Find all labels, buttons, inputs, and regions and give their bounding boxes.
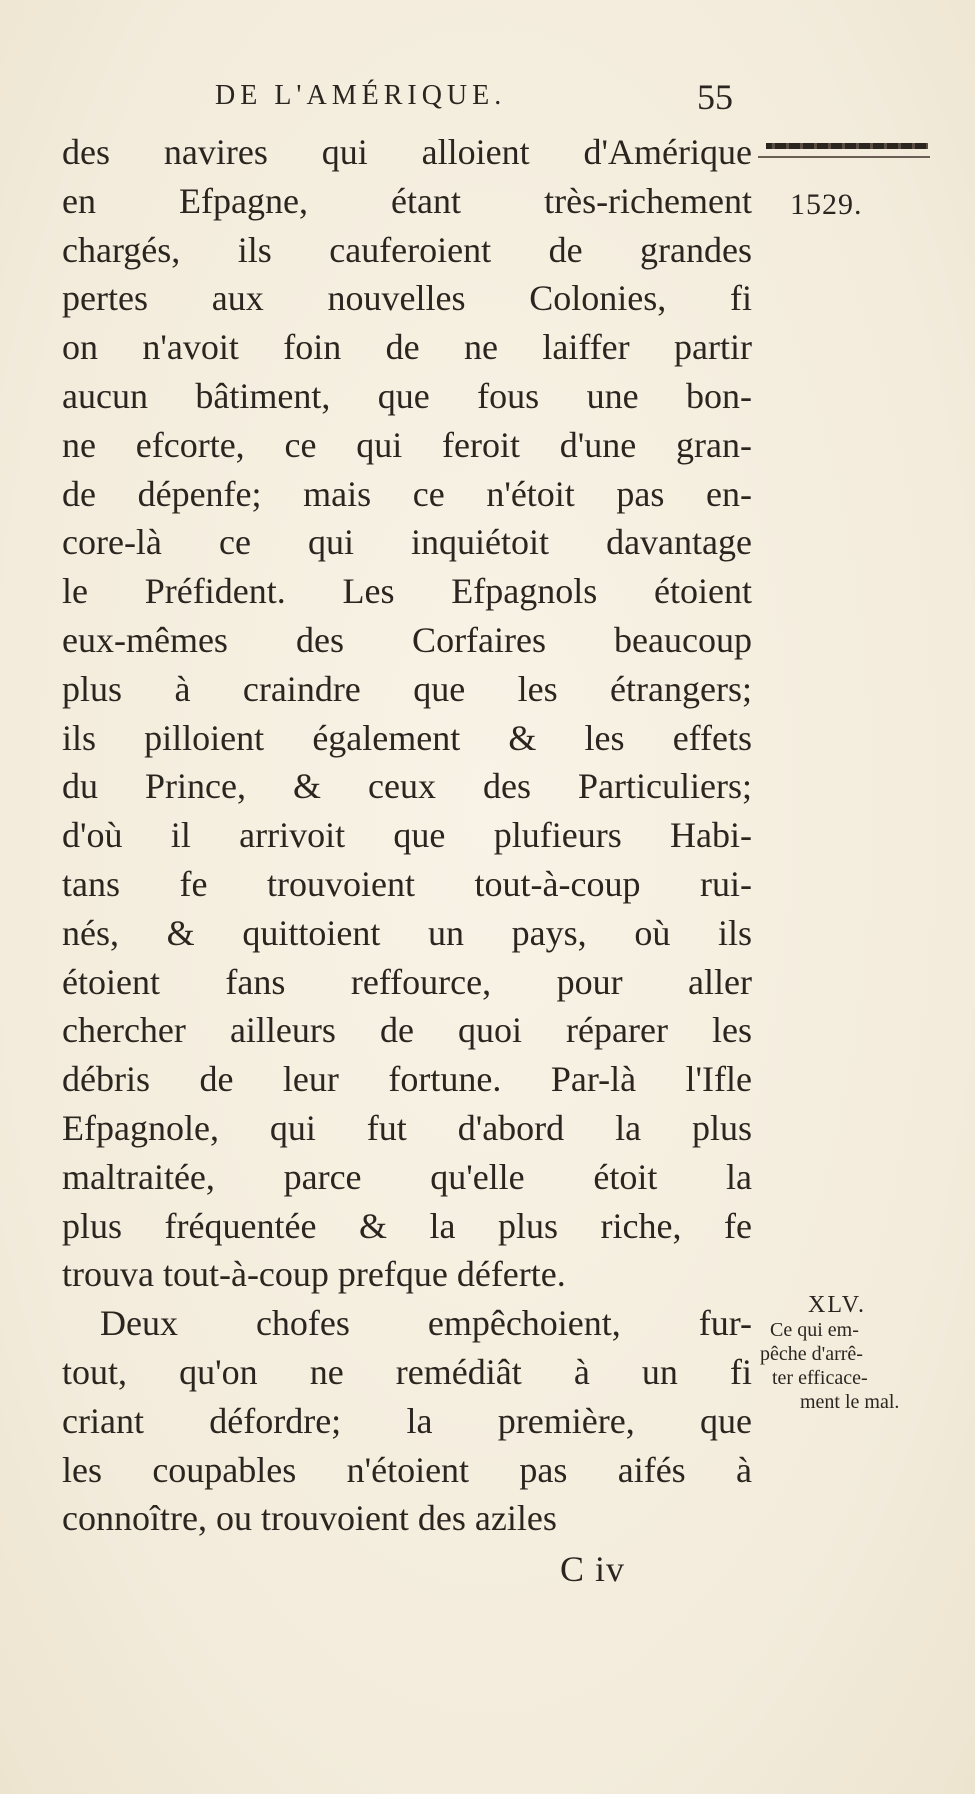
margin-rule-thin [758, 156, 930, 158]
text-line: les coupables n'étoient pas aifés à [62, 1449, 752, 1490]
text-line: du Prince, & ceux des Particuliers; [62, 766, 752, 807]
text-line: chargés, ils cauferoient de grandes [62, 229, 752, 270]
text-line: trouva tout-à-coup prefque déferte. [62, 1254, 566, 1295]
text-line: étoient fans reffource, pour aller [62, 961, 752, 1002]
margin-note-line: Ce qui em- [770, 1319, 859, 1341]
margin-rule [758, 143, 930, 161]
text-line: le Préfident. Les Efpagnols étoient [62, 571, 752, 612]
text-line: plus à craindre que les étrangers; [62, 668, 752, 709]
page-header [205, 77, 765, 130]
text-line: connoître, ou trouvoient des aziles [62, 1498, 557, 1539]
text-line: tout, qu'on ne remédiât à un fi [62, 1351, 752, 1392]
margin-year: 1529. [790, 188, 863, 221]
text-line: ils pilloient également & les effets [62, 717, 752, 758]
text-line: eux-mêmes des Corfaires beaucoup [62, 619, 752, 660]
page-number: 55 [697, 77, 733, 117]
signature-mark: C iv [560, 1549, 626, 1589]
text-line: pertes aux nouvelles Colonies, fi [62, 278, 752, 319]
text-line: on n'avoit foin de ne laiffer partir [62, 327, 752, 368]
text-line: tans fe trouvoient tout-à-coup rui- [62, 863, 752, 904]
text-line: ne efcorte, ce qui feroit d'une gran- [62, 424, 752, 465]
margin-note-line: ment le mal. [800, 1391, 900, 1413]
text-line: chercher ailleurs de quoi réparer les [62, 1010, 752, 1051]
text-line: débris de leur fortune. Par-là l'Ifle [62, 1059, 752, 1100]
text-line: criant défordre; la première, que [62, 1400, 752, 1441]
text-line: plus fréquentée & la plus riche, fe [62, 1205, 752, 1246]
running-title: DE L'AMÉRIQUE. [215, 80, 507, 111]
text-line: des navires qui alloient d'Amérique [62, 132, 752, 172]
margin-note-line: pêche d'arrê- [760, 1343, 863, 1365]
text-line: maltraitée, parce qu'elle étoit la [62, 1156, 752, 1197]
text-line: aucun bâtiment, que fous une bon- [62, 375, 752, 416]
text-line: Efpagnole, qui fut d'abord la plus [62, 1107, 752, 1148]
text-line: nés, & quittoient un pays, où ils [62, 912, 752, 953]
paragraph-start-line: Deux chofes empêchoient, fur- [100, 1303, 752, 1344]
margin-note-line: ter efficace- [772, 1367, 868, 1389]
margin-note [760, 1292, 936, 1414]
text-line: en Efpagne, étant très-richement [62, 180, 752, 221]
text-line: de dépenfe; mais ce n'étoit pas en- [62, 473, 752, 514]
margin-note-number: XLV. [808, 1292, 867, 1318]
body-text [62, 128, 752, 1543]
text-line: d'où il arrivoit que plufieurs Habi- [62, 815, 752, 856]
text-line: core-là ce qui inquiétoit davantage [62, 522, 752, 563]
margin-rule-thick [766, 143, 928, 149]
